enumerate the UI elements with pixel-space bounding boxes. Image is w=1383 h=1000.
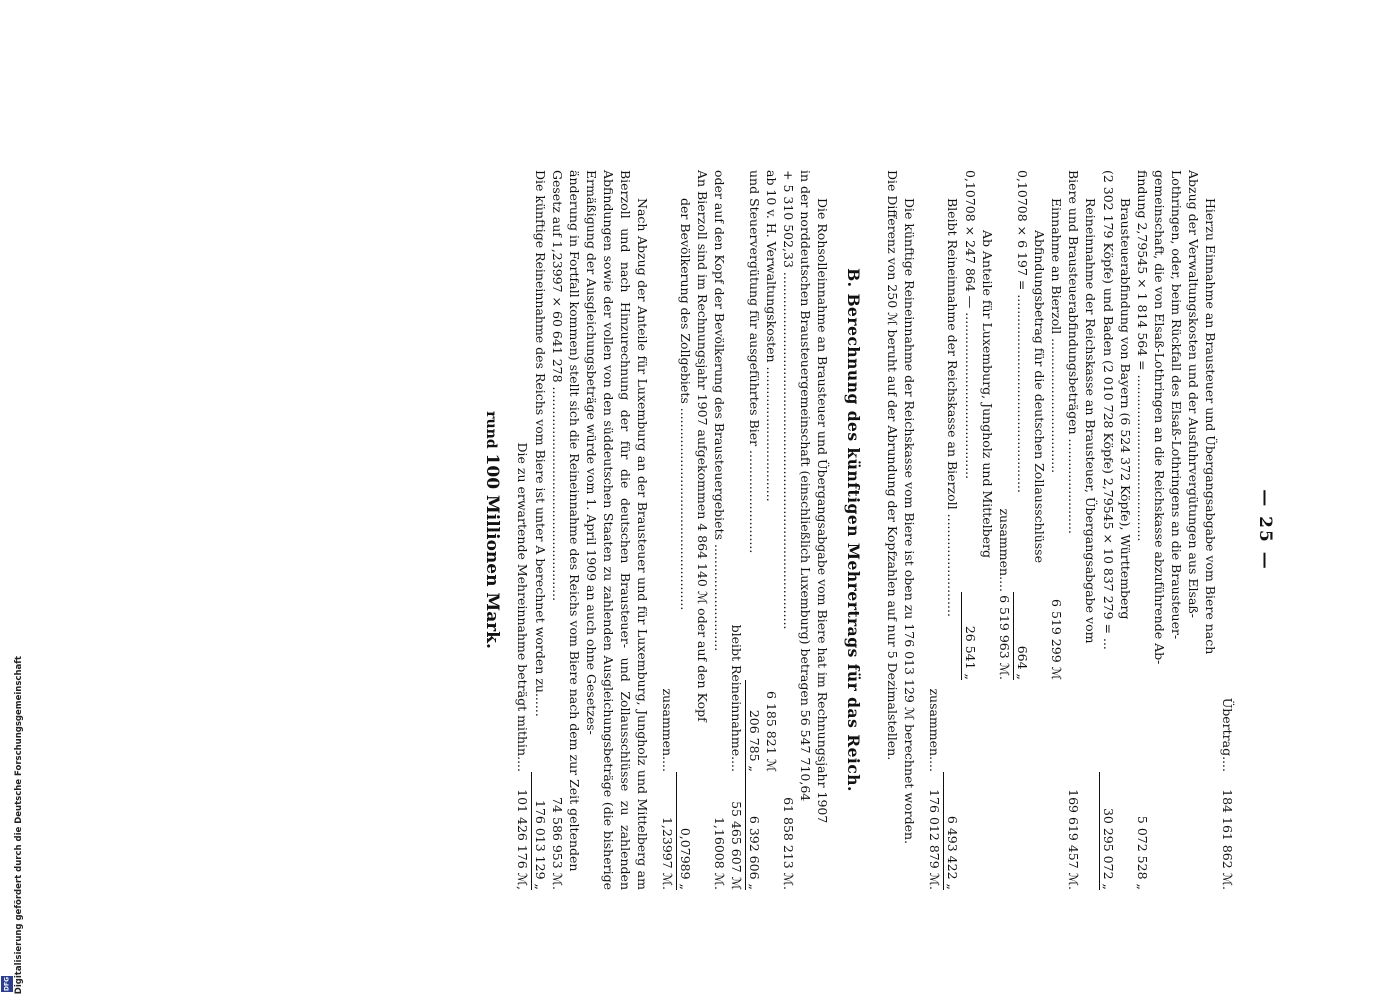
bierzoll-value: 6 519 299 ℳ (1049, 599, 1064, 680)
text-line: in der norddeutschen Brausteuergemeinschaft (einschließlich Luxemburg) betragen 56 547 710,64 (798, 170, 813, 802)
brausteuerabfindung-line: (2 302 179 Köpfe) und Baden (2 010 728 Köpfe) 2,79545 × 10 837 279 = ... 30 295 072 „ (1101, 170, 1116, 890)
bierzoll-line: Einnahme an Bierzoll .................................. 6 519 299 ℳ (1049, 198, 1064, 680)
text-line: Abfindungsbetrag für die deutschen Zollausschlüsse (1032, 230, 1047, 563)
bleibt-reineinnahme-line: bleibt Reineinnahme.... 55 465 607 ℳ (729, 624, 744, 890)
gesetz-line: Gesetz auf 1,23997 × 60 641 278 ...................................................... 74 586 953 ℳ. (550, 170, 565, 890)
kopf-zoll-line: der Bevölkerung des Zollgebiets ................................................... 0,07989 „ (678, 198, 693, 890)
page-number: — 25 — (1255, 489, 1275, 571)
gesetz-value: 74 586 953 ℳ. (550, 797, 565, 890)
dfg-logo: DFG (1, 976, 13, 992)
text-line: Abzug der Verwaltungskosten und der Ausfuhrvergütungen aus Elsaß- (1186, 170, 1201, 618)
bleibt-bierzoll-line: Bleibt Reineinnahme der Reichskasse an Bierzoll .......................... 6 493 422 „ (945, 198, 960, 890)
verwaltungskosten-value: 6 185 821 ℳ (764, 691, 779, 772)
kuenftige-reineinnahme-value: 176 013 129 „ (531, 772, 549, 890)
reineinnahme-brausteuer-line: Biere und Brausteuerabfindungsbeträgen ........................ 169 619 457 ℳ. (1066, 170, 1081, 890)
kopf-zusammen-line: zusammen.... 1,23997 ℳ. (660, 688, 675, 890)
text-line: Ab Anteile für Luxemburg, Jungholz und Mittelberg (980, 230, 995, 559)
anteile-line: 0,10708 × 247 864 — .......................................... 26 541 „ (963, 170, 978, 680)
text-line: gemeinschaft, die von Elsaß-Lothringen an die Reichskasse abzuführende Ab- (1152, 170, 1167, 665)
final-total: rund 100 Millionen Mark. (482, 411, 502, 649)
mehreinnahme-line: Die zu erwartende Mehreinnahme beträgt mithin.... 101 426 176 ℳ, (515, 442, 530, 890)
text-line: Reineinnahme der Reichskasse an Brausteuer, Übergangsabgabe vom (1083, 198, 1098, 644)
rohsoll-value: 61 858 213 ℳ. (781, 797, 796, 890)
zusammen-total-line: zusammen.... 176 012 879 ℳ. (927, 688, 942, 890)
text-line: Hierzu Einnahme an Brausteuer und Übergangsabgabe vom Biere nach (1203, 198, 1218, 655)
kopf-zusammen-value: 1,23997 ℳ. (660, 816, 675, 890)
rohsoll-line: + 5 310 502,33 .......................................................................................... 61 858 213 ℳ. (781, 170, 796, 890)
zusammen-total-value: 176 012 879 ℳ. (927, 789, 942, 890)
abzug-total-value: 6 392 606 „ (745, 772, 763, 890)
anteile-value: 26 541 „ (961, 592, 979, 680)
kopf-zoll-value: 0,07989 „ (676, 772, 694, 890)
paragraph: Die Differenz von 250 ℳ beruht auf der Abrundung der Kopfzahlen auf nur 5 Dezimalstellen. (885, 170, 900, 761)
final-amount: 100 Millionen Mark. (482, 453, 502, 649)
paragraph: Die künftige Reineinnahme der Reichskasse vom Biere ist oben zu 176 013 129 ℳ berechnet worden. (902, 198, 917, 845)
steuerverguetung-value: 206 785 „ (745, 680, 763, 772)
zollausschluesse-line: 0,10708 × 6 197 = .................................................. 664 „ (1015, 170, 1030, 680)
kuenftige-reineinnahme-line: Die künftige Reineinnahme des Reichs vom Biere ist unter A berechnet worden zu...... 176 013 129 „ (533, 170, 548, 890)
bleibt-reineinnahme-value: 55 465 607 ℳ (729, 801, 744, 890)
paragraph: Nach Abzug der Anteile für Luxemburg an der Brausteuer und für Luxemburg, Jungholz und Mittelberg am Bierzoll und nach Hinzurechnung der für die deutschen Brausteuer- und Zollausschlüsse zu zahlenden Abfindungen sowie der vollen von den süddeutschen Staaten zu zahlenden Ausgleichungsbeträge (die bisherige Ermäßigung der Ausgleichungsbeträge würde vom 1. April 1909 an auch ohne Gesetzes- (584, 170, 650, 890)
zusammen-line: zusammen.... 6 519 963 ℳ. (997, 508, 1012, 680)
reineinnahme-brausteuer-value: 169 619 457 ℳ. (1066, 789, 1081, 890)
text-line: An Bierzoll sind im Rechnungsjahr 1907 aufgekommen 4 864 140 ℳ oder auf den Kopf (695, 170, 710, 722)
steuerverguetung-line: und Steuervergütung für ausgeführtes Bier .......................... 206 785 „ 6 392 606 „ (747, 170, 762, 890)
abfindung-line: findung 2,79545 × 1 814 564 = .......................................... 5 072 528 „ (1135, 170, 1150, 890)
text-line: änderung in Fortfall kommen) stellt sich die Reineinnahme des Reichs vom Biere nach dem zur Zeit geltenden (567, 170, 582, 872)
uebertrag-value: 184 161 862 ℳ. (1220, 789, 1235, 890)
zusammen-value: 6 519 963 ℳ. (997, 595, 1012, 680)
uebertrag-line (1219, 170, 1236, 890)
brausteuerabfindung-value: 30 295 072 „ (1099, 772, 1117, 890)
kopf-brausteuer-value: 1,16008 ℳ. (712, 816, 727, 890)
verwaltungskosten-line: ab 10 v. H. Verwaltungskosten .................................. 6 185 821 ℳ (764, 170, 779, 772)
abfindung-value: 5 072 528 „ (1135, 815, 1150, 890)
mehreinnahme-value: 101 426 176 ℳ, (515, 789, 530, 890)
bleibt-bierzoll-value: 6 493 422 „ (943, 772, 961, 890)
text-line: Brausteuerabfindung von Bayern (6 524 372 Köpfe), Württemberg (1118, 198, 1133, 620)
text-line: Die Rohsolleinnahme an Brausteuer und Übergangsabgabe vom Biere hat im Rechnungsjahr 1907 (815, 198, 830, 824)
digitization-credit: Digitalisierung gefördert durch die Deutsche Forschungsgemeinschaft (14, 655, 24, 994)
uebertrag-label: Übertrag.... (1220, 697, 1235, 772)
zollausschluesse-value: 664 „ (1013, 592, 1031, 680)
document-page (482, 170, 1273, 890)
text-line: Lothringen, oder, beim Rückfall des Elsaß-Lothringens an die Brausteuer- (1169, 170, 1184, 640)
kopf-brausteuer-line: oder auf den Kopf der Bevölkerung des Brausteuergebiets ........................... 1,16008 ℳ. (712, 170, 727, 890)
section-heading: B. Berechnung des künftigen Mehrertrags für das Reich. (844, 268, 863, 792)
